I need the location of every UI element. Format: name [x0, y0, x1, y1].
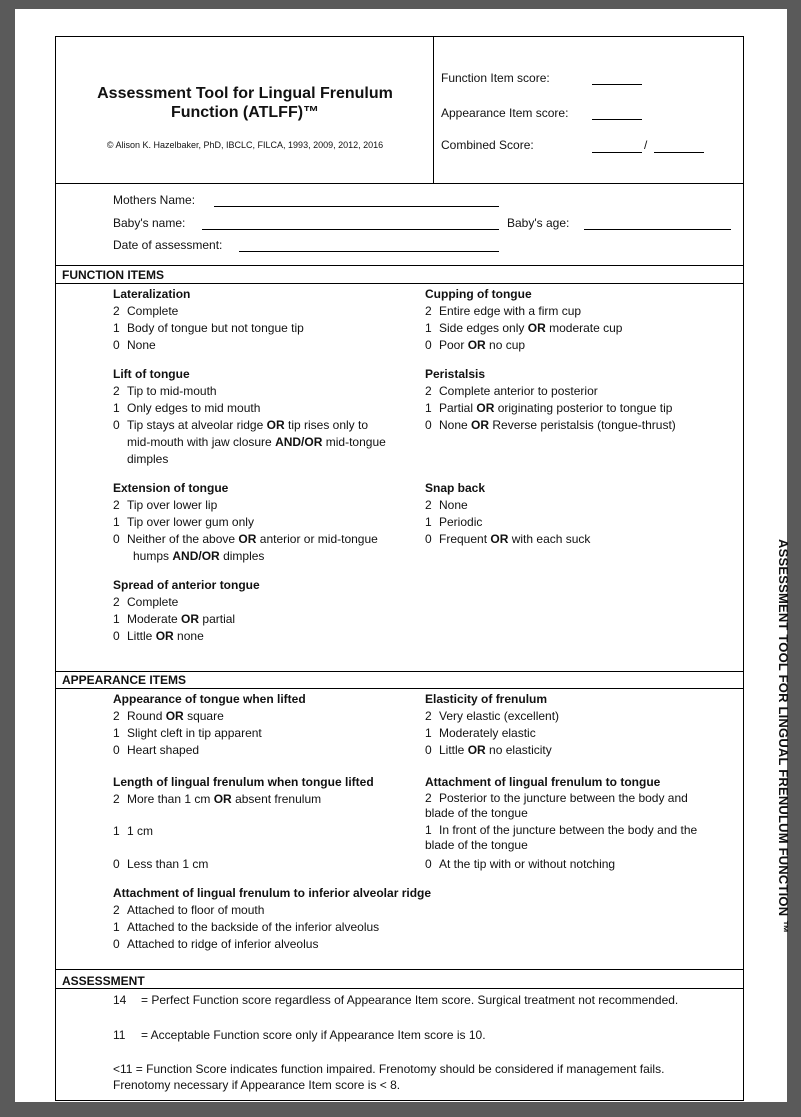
score-1: 1: [425, 515, 432, 529]
attach-tongue-option-2: [425, 791, 688, 821]
score-2: 2: [425, 384, 432, 398]
option-text: square: [187, 709, 224, 723]
option-text: At the tip with or without notching: [439, 857, 616, 871]
keyword-or: OR: [467, 743, 486, 757]
title-line-1: Assessment Tool for Lingual Frenulum: [97, 85, 393, 102]
option-text: Very elastic (excellent): [439, 709, 560, 723]
score-2: 2: [425, 709, 432, 723]
option-text: Periodic: [439, 515, 483, 529]
score-0: 0: [425, 743, 432, 757]
mothers-name-label: Mothers Name:: [113, 193, 196, 207]
option-text: Neither of the above: [127, 532, 236, 546]
option-text: none: [177, 629, 204, 643]
option-text: dimples: [223, 549, 265, 563]
option-text: Tip to mid-mouth: [127, 384, 217, 398]
snapback-option-2: [425, 497, 735, 514]
option-text: Attached to floor of mouth: [127, 903, 265, 917]
cupping-option-2: [425, 303, 735, 320]
option-text: no elasticity: [489, 743, 552, 757]
babys-age-field[interactable]: [584, 229, 731, 230]
attach-tongue-option-0: [425, 856, 615, 873]
assessment-score-14: 14: [113, 993, 127, 1007]
option-text: Complete: [127, 595, 179, 609]
spread-option-0: [113, 628, 413, 645]
attach-ridge-block: [113, 885, 613, 953]
spread-heading: Spread of anterior tongue: [113, 578, 260, 592]
appearance-lifted-heading: Appearance of tongue when lifted: [113, 692, 306, 706]
length-option-2: [113, 791, 321, 808]
combined-score-total-field[interactable]: [654, 152, 704, 153]
assessment-row-11: [113, 1027, 486, 1043]
option-text: Only edges to mid mouth: [127, 401, 261, 415]
assessment-row-14: [113, 992, 678, 1008]
extension-heading: Extension of tongue: [113, 481, 229, 495]
header-bottom-rule: [56, 183, 743, 184]
peristalsis-option-1: [425, 400, 735, 417]
score-2: 2: [113, 709, 120, 723]
keyword-or: OR: [467, 338, 486, 352]
spread-option-1: [113, 611, 413, 628]
option-text: moderate cup: [549, 321, 623, 335]
spread-option-2: [113, 594, 413, 611]
appearance-item-score-field[interactable]: [592, 119, 642, 120]
appearance-lifted-block: [113, 691, 413, 759]
function-left-column: [113, 286, 413, 645]
keyword-or: OR: [165, 709, 184, 723]
score-1: 1: [113, 401, 120, 415]
lift-option-2: [113, 383, 413, 400]
option-text: Tip over lower gum only: [127, 515, 254, 529]
combined-score-field[interactable]: [592, 152, 642, 153]
cupping-option-0: [425, 337, 735, 354]
score-0: 0: [113, 532, 120, 546]
appearance-lifted-option-1: [113, 725, 413, 742]
extension-option-1: [113, 514, 413, 531]
option-text: None: [127, 338, 156, 352]
lateralization-heading: Lateralization: [113, 287, 191, 301]
attach-ridge-heading: Attachment of lingual frenulum to inferior alveolar ridge: [113, 886, 432, 900]
keyword-or: OR: [490, 532, 509, 546]
peristalsis-option-0: [425, 417, 735, 434]
score-1: 1: [425, 726, 432, 740]
score-2: 2: [113, 792, 120, 806]
elasticity-option-0: [425, 742, 735, 759]
score-0: 0: [425, 532, 432, 546]
extension-option-2: [113, 497, 413, 514]
score-0: 0: [425, 418, 432, 432]
option-text: Complete anterior to posterior: [439, 384, 598, 398]
elasticity-option-1: [425, 725, 735, 742]
appearance-section-top-rule: [56, 671, 743, 672]
score-0: 0: [113, 857, 120, 871]
score-2: 2: [113, 498, 120, 512]
assessment-text-line2: Frenotomy necessary if Appearance Item score is < 8.: [113, 1078, 401, 1092]
date-of-assessment-field[interactable]: [239, 251, 499, 252]
copyright-notice: © Alison K. Hazelbaker, PhD, IBCLC, FILCA, 1993, 2009, 2012, 2016: [106, 140, 384, 150]
attach-tongue-option-1: [425, 823, 697, 853]
peristalsis-option-2: [425, 383, 735, 400]
assessment-section-header-rule: [56, 988, 743, 989]
option-text: Frequent: [439, 532, 488, 546]
elasticity-block: [425, 691, 735, 759]
option-text: Moderately elastic: [439, 726, 536, 740]
appearance-section-header-rule: [56, 688, 743, 689]
keyword-or: OR: [266, 418, 285, 432]
score-0: 0: [425, 857, 432, 871]
option-text: tip rises only to: [287, 418, 369, 432]
option-text: Partial: [439, 401, 474, 415]
score-0: 0: [113, 338, 120, 352]
score-2: 2: [113, 304, 120, 318]
appearance-item-score-label: Appearance Item score:: [441, 106, 569, 120]
assessment-text: = Acceptable Function score only if Appearance Item score is 10.: [141, 1028, 486, 1042]
option-text: Body of tongue but not tongue tip: [127, 321, 304, 335]
keyword-andor: AND/OR: [275, 435, 323, 449]
appearance-items-header: APPEARANCE ITEMS: [62, 673, 187, 687]
option-text: with each suck: [511, 532, 591, 546]
keyword-or: OR: [527, 321, 546, 335]
score-2: 2: [425, 791, 432, 805]
combined-score-label: Combined Score:: [441, 138, 534, 152]
keyword-or: OR: [213, 792, 232, 806]
assessment-text: = Perfect Function score regardless of Appearance Item score. Surgical treatment not recommended.: [141, 993, 679, 1007]
option-text: Reverse peristalsis (tongue-thrust): [492, 418, 676, 432]
lateralization-option-0: [113, 337, 413, 354]
option-text: Attached to the backside of the inferior alveolus: [127, 920, 380, 934]
option-text: absent frenulum: [235, 792, 322, 806]
side-label: ASSESSMENT TOOL FOR LINGUAL FRENULUM FUNCTION ™: [776, 539, 791, 934]
option-text: None: [439, 498, 468, 512]
score-1: 1: [425, 321, 432, 335]
option-text: Attached to ridge of inferior alveolus: [127, 937, 319, 951]
option-text: 1 cm: [127, 824, 154, 838]
lift-option-1: [113, 400, 413, 417]
option-text: Slight cleft in tip apparent: [127, 726, 262, 740]
lateralization-option-1: [113, 320, 413, 337]
appearance-lifted-option-0: [113, 742, 413, 759]
keyword-or: OR: [155, 629, 174, 643]
score-1: 1: [113, 920, 120, 934]
attach-ridge-option-2: [113, 902, 613, 919]
babys-name-label: Baby's name:: [113, 216, 186, 230]
option-text: Tip over lower lip: [127, 498, 218, 512]
option-text: Little: [439, 743, 465, 757]
keyword-or: OR: [181, 612, 200, 626]
cupping-heading: Cupping of tongue: [425, 287, 532, 301]
attach-ridge-option-0: [113, 936, 613, 953]
option-text: Side edges only: [439, 321, 525, 335]
score-1: 1: [425, 823, 432, 837]
extension-option-0: [113, 531, 413, 548]
option-text: Posterior to the juncture between the body and: [439, 791, 688, 805]
snapback-option-0: [425, 531, 735, 548]
attach-tongue-heading: Attachment of lingual frenulum to tongue: [425, 775, 661, 789]
lift-option-0-cont2: dimples: [127, 452, 169, 466]
extension-option-0-cont: [113, 548, 413, 565]
score-0: 0: [113, 743, 120, 757]
assessment-section-top-rule: [56, 969, 743, 970]
option-text: originating posterior to tongue tip: [497, 401, 673, 415]
option-text: mid-mouth with jaw closure: [127, 435, 272, 449]
score-2: 2: [113, 903, 120, 917]
score-2: 2: [425, 304, 432, 318]
elasticity-heading: Elasticity of frenulum: [425, 692, 548, 706]
option-text: In front of the juncture between the body and the: [439, 823, 698, 837]
function-items-header: FUNCTION ITEMS: [62, 268, 164, 282]
option-text: Round: [127, 709, 163, 723]
keyword-or: OR: [238, 532, 257, 546]
form-title: [56, 84, 434, 122]
babys-age-label: Baby's age:: [507, 216, 570, 230]
babys-name-field[interactable]: [202, 229, 499, 230]
option-text: Tip stays at alveolar ridge: [127, 418, 264, 432]
option-text: None: [439, 418, 468, 432]
header-divider: [433, 37, 434, 183]
score-1: 1: [113, 824, 120, 838]
option-text: no cup: [489, 338, 526, 352]
date-of-assessment-label: Date of assessment:: [113, 238, 223, 252]
option-text: Entire edge with a firm cup: [439, 304, 582, 318]
score-1: 1: [113, 321, 120, 335]
lift-option-0: [113, 417, 413, 434]
option-text: Less than 1 cm: [127, 857, 209, 871]
lateralization-option-2: [113, 303, 413, 320]
length-option-0: [113, 856, 208, 873]
elasticity-option-2: [425, 708, 735, 725]
lift-heading: Lift of tongue: [113, 367, 190, 381]
score-0: 0: [113, 418, 120, 432]
option-text: partial: [202, 612, 236, 626]
score-2: 2: [113, 384, 120, 398]
length-option-1: [113, 823, 153, 840]
function-item-score-field[interactable]: [592, 84, 642, 85]
assessment-row-lt11: [113, 1061, 664, 1093]
option-text: Moderate: [127, 612, 178, 626]
score-0: 0: [425, 338, 432, 352]
title-line-2: Function (ATLFF)™: [170, 104, 320, 121]
function-section-top-rule: [56, 265, 743, 266]
score-2: 2: [113, 595, 120, 609]
option-text: Heart shaped: [127, 743, 200, 757]
assessment-score-11: 11: [113, 1028, 126, 1042]
keyword-or: OR: [476, 401, 495, 415]
score-1: 1: [425, 401, 432, 415]
keyword-or: OR: [471, 418, 490, 432]
appearance-lifted-option-2: [113, 708, 413, 725]
attach-ridge-option-1: [113, 919, 613, 936]
length-heading: Length of lingual frenulum when tongue lifted: [113, 775, 374, 789]
option-text: Complete: [127, 304, 179, 318]
combined-score-separator: /: [644, 138, 648, 152]
assessment-header: ASSESSMENT: [62, 974, 145, 988]
option-text: Poor: [439, 338, 465, 352]
score-1: 1: [113, 515, 120, 529]
mothers-name-field[interactable]: [214, 206, 499, 207]
function-section-header-rule: [56, 283, 743, 284]
score-0: 0: [113, 937, 120, 951]
option-text: anterior or mid-tongue: [259, 532, 378, 546]
option-text: humps: [133, 549, 170, 563]
score-2: 2: [425, 498, 432, 512]
lift-option-0-cont: [113, 434, 413, 451]
cupping-option-1: [425, 320, 735, 337]
option-text: mid-tongue: [325, 435, 386, 449]
assessment-text-line1: <11 = Function Score indicates function impaired. Frenotomy should be considered if management fails.: [113, 1062, 665, 1076]
option-text-cont: blade of the tongue: [425, 806, 528, 820]
option-text-cont: blade of the tongue: [425, 838, 528, 852]
option-text: More than 1 cm: [127, 792, 211, 806]
snapback-option-1: [425, 514, 735, 531]
peristalsis-heading: Peristalsis: [425, 367, 486, 381]
form-frame: [55, 36, 744, 1101]
document-page: [15, 9, 791, 1102]
score-1: 1: [113, 726, 120, 740]
option-text: Little: [127, 629, 153, 643]
function-item-score-label: Function Item score:: [441, 71, 550, 85]
score-0: 0: [113, 629, 120, 643]
score-1: 1: [113, 612, 120, 626]
keyword-andor: AND/OR: [172, 549, 220, 563]
snapback-heading: Snap back: [425, 481, 486, 495]
function-right-column: [425, 286, 735, 548]
